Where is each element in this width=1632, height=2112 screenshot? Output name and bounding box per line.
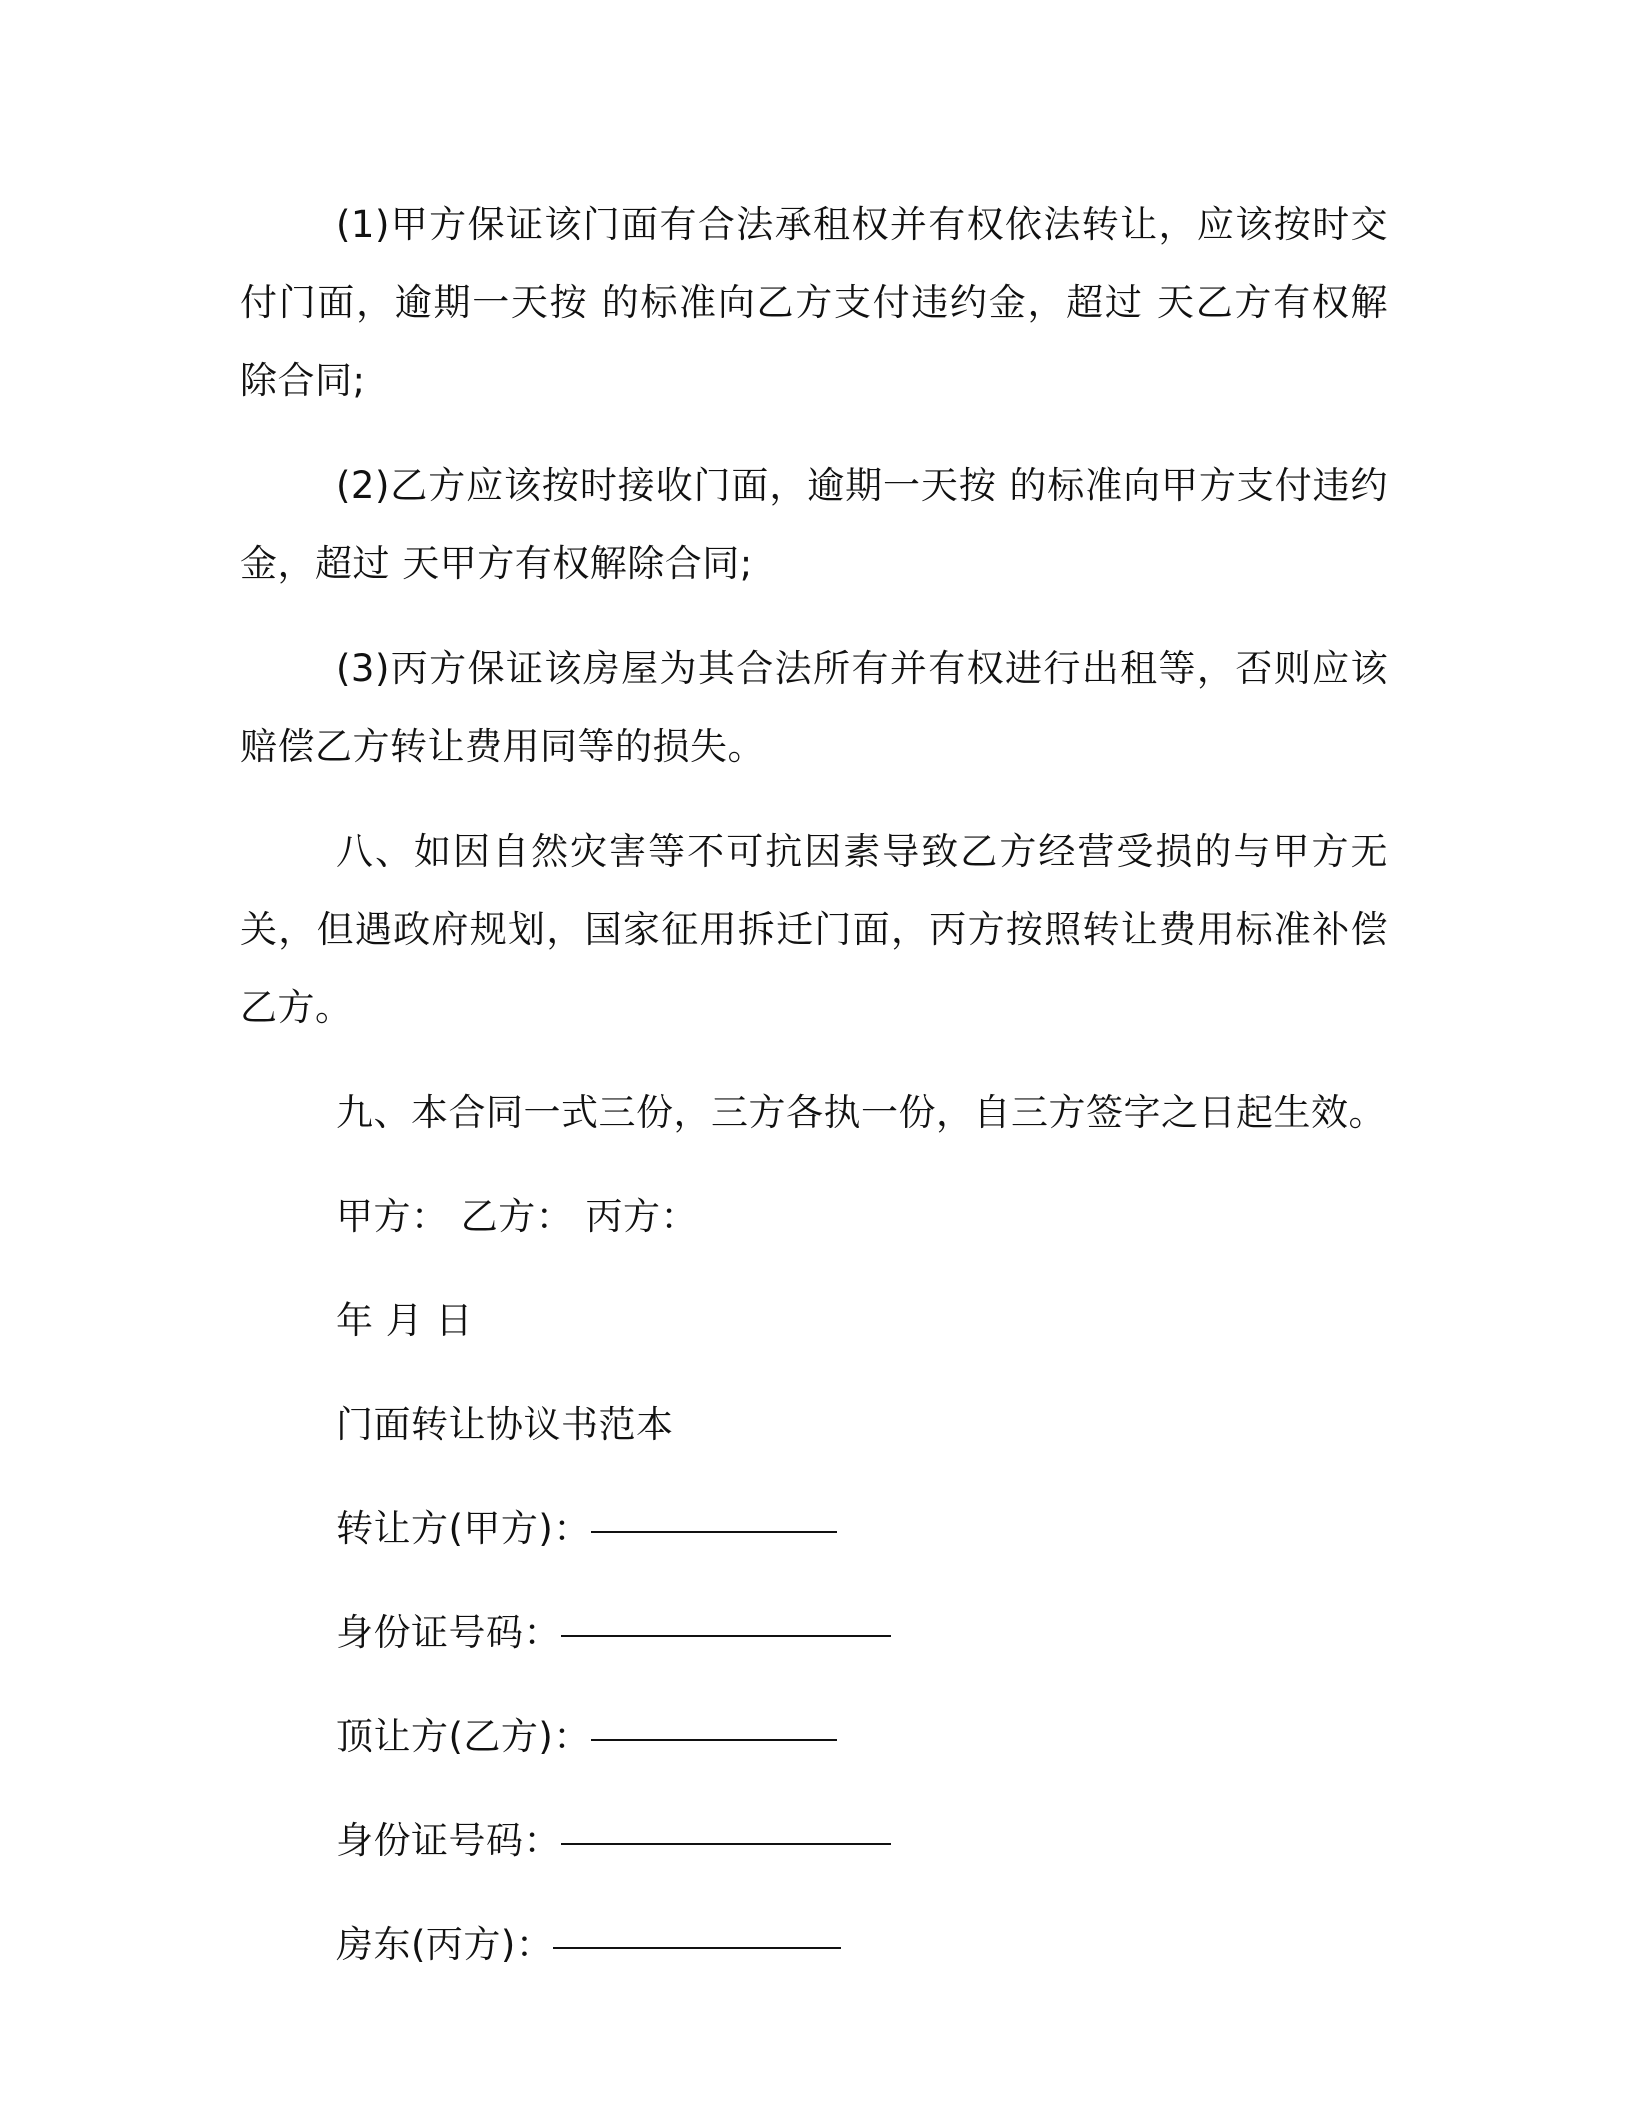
clause-8: 八、如因自然灾害等不可抗因素导致乙方经营受损的与甲方无关，但遇政府规划，国家征用拆迁门面，丙方按照转让费用标准补偿乙方。: [240, 830, 1388, 1029]
id-number-blank-2[interactable]: [561, 1843, 891, 1845]
id-number-blank-1[interactable]: [561, 1635, 891, 1637]
transferor-blank[interactable]: [591, 1531, 837, 1533]
clause-7-2: (2)乙方应该按时接收门面，逾期一天按 的标准向甲方支付违约金，超过 天甲方有权解除合同;: [240, 464, 1388, 585]
id-number-label-1: 身份证号码：: [336, 1611, 561, 1654]
clause-9: 九、本合同一式三份，三方各执一份，自三方签字之日起生效。: [336, 1091, 1386, 1134]
transferor-label: 转让方(甲方)：: [336, 1507, 591, 1550]
transferee-field: [240, 1698, 1388, 1776]
signature-line: 甲方： 乙方： 丙方：: [336, 1195, 699, 1238]
document-body: [240, 186, 1388, 2010]
id-number-label-2: 身份证号码：: [336, 1819, 561, 1862]
landlord-field: [240, 1906, 1388, 1984]
transferor-field: [240, 1490, 1388, 1568]
clause-7-1: (1)甲方保证该门面有合法承租权并有权依法转让，应该按时交付门面，逾期一天按 的标准向乙方支付违约金，超过 天乙方有权解除合同;: [240, 203, 1388, 402]
landlord-label: 房东(丙方)：: [336, 1923, 554, 1966]
transferee-blank[interactable]: [591, 1739, 837, 1741]
id-number-field-2: [240, 1802, 1388, 1880]
section-title: 门面转让协议书范本: [336, 1403, 674, 1446]
id-number-field-1: [240, 1594, 1388, 1672]
landlord-blank[interactable]: [553, 1947, 841, 1949]
date-line: 年 月 日: [336, 1299, 474, 1342]
transferee-label: 顶让方(乙方)：: [336, 1715, 591, 1758]
clause-7-3: (3)丙方保证该房屋为其合法所有并有权进行出租等，否则应该赔偿乙方转让费用同等的损失。: [240, 647, 1388, 768]
